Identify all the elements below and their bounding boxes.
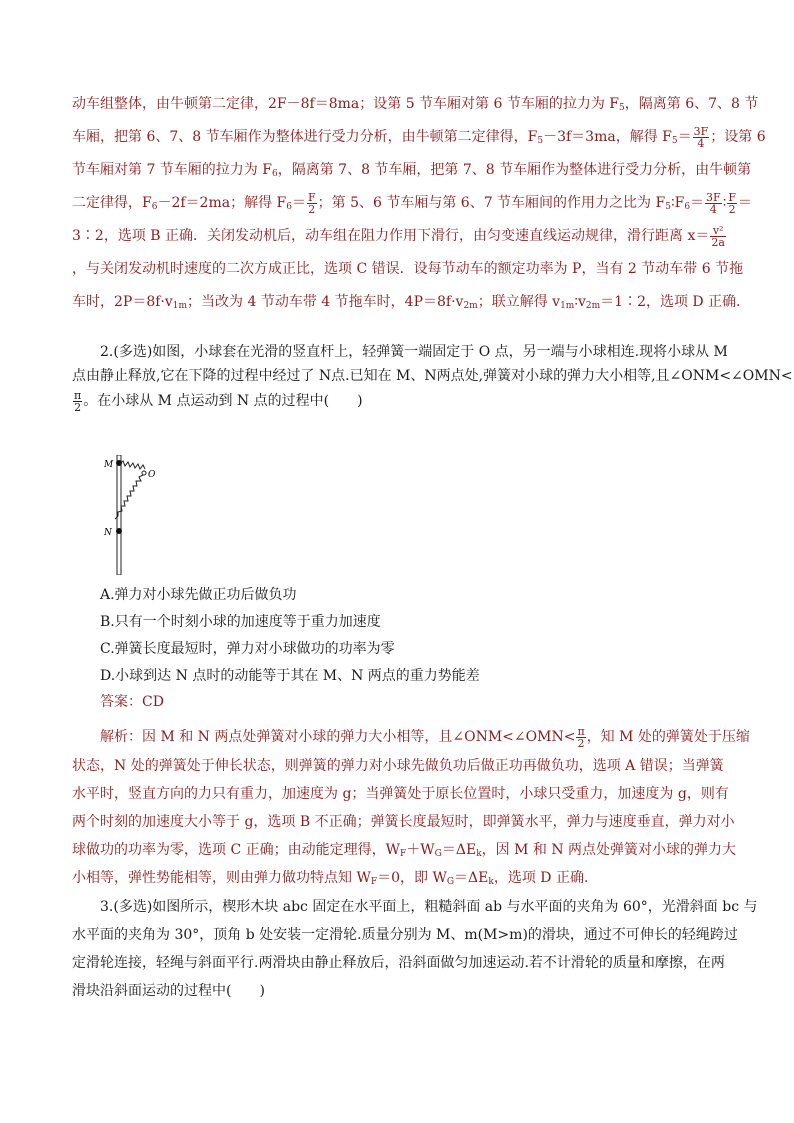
sol-line-6: 小相等，弹性势能相等，则由弹力做功特点知 $W_F=0$，即 $W_G=\Delta E_k$，选项 D 正确. [72,870,589,887]
label-m: M [104,460,114,470]
q3-line-2: 水平面的夹角为 30°，顶角 b 处安装一定滑轮.质量分别为 M、m(M>m)的滑块，通过不可伸长的轻绳跨过 [72,927,738,943]
spring-rod-figure [100,455,180,575]
fraction: $\frac{F}{2}$ [728,190,736,216]
prev-line-1: 动车组整体，由牛顿第二定律，2F－8f＝8ma；设第 5 节车厢对第 6 节车厢的拉力为 $F_5$，隔离第 6、7、8 节 [72,96,759,113]
q2-line-3: $\frac{\pi}{2}$ 。在小球从 M 点运动到 N 点的过程中( ) [74,388,363,414]
prev-line-7: 车时，$2P=8f\cdot v_{1m}$；当改为 4 节动车带 4 节拖车时，$4P=8f\cdot v_{2m}$；联立解得 $v_{1m}∶v_{2m}=1∶2$，选项 D 正确． [72,294,751,311]
option-a: A.弹力对小球先做正功后做负功 [100,587,297,603]
q3-line-1: 3.(多选)如图所示，楔形木块 abc 固定在水平面上，粗糙斜面 ab 与水平面的夹角为 60°，光滑斜面 bc 与 [100,899,758,915]
option-d: D.小球到达 N 点时的动能等于其在 M、N 两点的重力势能差 [100,668,480,684]
fraction: $\frac{\text{v²}}{2a}$ [711,223,725,249]
fraction: $\frac{\pi}{2}$ [74,388,82,414]
pivot-o [142,471,146,475]
sol-line-2: 状态，N 处的弹簧处于伸长状态，则弹簧的弹力对小球先做负功后做正功再做负功，选项 A 错误；当弹簧 [72,758,724,774]
prev-line-3: 节车厢对第 7 节车厢的拉力为 $F_6$，隔离第 7、8 节车厢，把第 7、8 节车厢作为整体进行受力分析，由牛顿第 [72,162,752,179]
sol-line-1: 解析：因 M 和 N 两点处弹簧对小球的弹力大小相等，且∠ONM<∠OMN< $\frac{\pi}{2}$ ，知 M 处的弹簧处于压缩 [100,724,750,750]
previous-solution [72,88,766,319]
answer: 答案：CD [100,694,164,710]
sol-line-3: 水平时，竖直方向的力只有重力，加速度为 g；当弹簧处于原长位置时，小球只受重力，加速度为 g，则有 [72,786,729,802]
prev-line-2: 车厢，把第 6、7、8 节车厢作为整体进行受力分析，由牛顿第二定律得，$F_5-3f=3ma$，解得 $F_5=$ $\frac{3F}{4}$ ；设第 6 [72,124,766,150]
sol-line-4: 两个时刻的加速度大小等于 g，选项 B 不正确；弹簧长度最短时，即弹簧水平，弹力与速度垂直，弹力对小 [72,814,735,830]
fraction: $\frac{F}{2}$ [307,190,316,216]
prev-line-6: ，与关闭发动机时速度的二次方成正比，选项 C 错误．设每节动车的额定功率为 P，当有 2 节动车带 6 节拖 [72,261,744,277]
label-n: N [104,528,112,538]
q3-line-4: 滑块沿斜面运动的过程中( ) [72,983,265,999]
ball-n [116,528,122,534]
q2-line-2: 点由静止释放,它在下降的过程中经过了 N点.已知在 M、N两点处,弹簧对小球的弹力大小相等,且∠ONM<∠OMN< [72,368,793,384]
prev-line-5: 3∶2，选项 B 正确．关闭发动机后，动车组在阻力作用下滑行，由匀变速直线运动规律，滑行距离 x＝ $\frac{\text{v²}}{2a}$ [72,223,725,249]
question-2 [72,340,793,414]
q3-line-3: 定滑轮连接，轻绳与斜面平行.两滑块由静止释放后，沿斜面做匀加速运动.若不计滑轮的质量和摩擦，在两 [72,955,725,971]
options-list [100,582,720,690]
option-c: C.弹簧长度最短时，弹力对小球做功的功率为零 [100,641,395,657]
solution [72,722,750,892]
fraction: $\frac{\pi}{2}$ [577,724,585,750]
label-o: O [148,470,156,480]
question-3 [72,893,758,1005]
prev-line-4: 二定律得，$F_6-2f=2ma$；解得 $F_6=$ $\frac{F}{2}$ ；第 5、6 节车厢与第 6、7 节车厢间的作用力之比为 $F_5∶F_6=$ $\frac{3F}{4}$ ∶ $\frac{F}{2}$ ＝ [72,190,752,216]
q2-line-1: 2.(多选)如图，小球套在光滑的竖直杆上，轻弹簧一端固定于 O 点，另一端与小球相连.现将小球从 M [100,344,728,360]
option-b: B.只有一个时刻小球的加速度等于重力加速度 [100,614,381,630]
fraction: $\frac{3F}{4}$ [706,190,721,216]
figure-svg [100,455,180,575]
fraction: $\frac{3F}{4}$ [693,124,709,150]
sol-line-5: 球做功的功率为零，选项 C 正确；由动能定理得，$W_F+W_G=\Delta E_k$，因 M 和 N 两点处弹簧对小球的弹力大 [72,842,737,859]
